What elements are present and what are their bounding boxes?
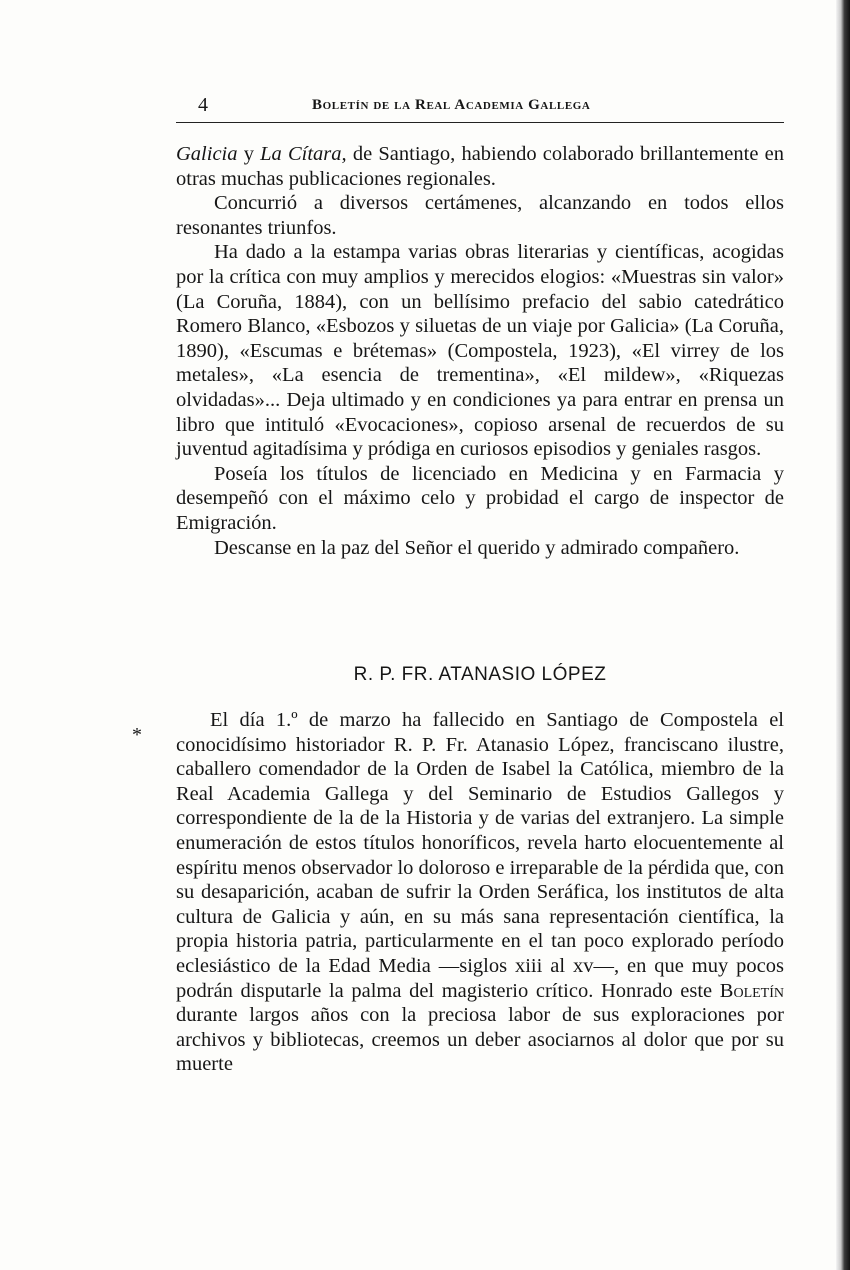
paragraph-text: El día 1.º de marzo ha fallecido en Santiago de Compostela el conocidísimo historiador R. P. Fr. Atanasio López, franciscano ilustre, caballero comendador de la Orden de Isabel la Católica, miembro de la Real Academia Gallega y del Seminario de Estudios Gallegos y correspondiente de la de la Historia y de varias del extranjero. La simple enumeración de estos títulos honoríficos, revela harto elocuentemente al espíritu menos observador lo doloroso e irreparable de la pérdida que, con su desaparición, acaban de sufrir la Orden Seráfica, los institutos de alta cultura de Galicia y aún, en su más sana representación científica, la propia historia patria, particularmente en el tan poco explorado período eclesiástico de la Edad Media —siglos xiii al xv—, en que muy pocos podrán disputarle la palma del magisterio crítico. Honrado este [176,709,784,1002]
paragraph-contests: Concurrió a diversos certámenes, alcanzando en todos ellos resonantes triunfos. [176,192,784,239]
obituary-atanasio-lopez [176,708,784,1077]
conjunction: y [237,143,261,165]
boletin-word: Boletín [719,979,784,1002]
publication-title: Galicia [176,143,238,165]
page-edge-shadow [836,0,850,1270]
section-title: R. P. FR. ATANASIO LÓPEZ [353,664,607,685]
paragraph-obituary [176,708,784,1077]
paragraph-text: de Santiago, habiendo colaborado brillantemente en otras muchas publicaciones regionales. [176,143,784,190]
paragraph-works: Ha dado a la estampa varias obras literarias y científicas, acogidas por la crítica con muy amplios y merecidos elogios: «Muestras sin valor» (La Coruña, 1884), con un bellísimo prefacio del sabio catedrático Romero Blanco, «Esbozos y siluetas de un viaje por Galicia» (La Coruña, 1890), «Escumas e brétemas» (Compostela, 1923), «El virrey de los metales», «La esencia de trementina», «El mildew», «Riquezas olvidadas»... Deja ultimado y en condiciones ya para entrar en prensa un libro que intituló «Evocaciones», copioso arsenal de recuerdos de su juventud agitadísima y pródiga en curiosos episodios y geniales rasgos. [176,241,784,461]
margin-mark: * [132,724,142,746]
paragraph-farewell: Descanse en la paz del Señor el querido y admirado compañero. [214,536,740,559]
page-number: 4 [198,94,208,116]
paragraph-text: durante largos años con la preciosa labor de sus exploraciones por archivos y bibliotecas, creemos un deber asociarnos al dolor que por su muerte [176,1004,784,1076]
running-header [176,94,784,123]
publication-title: La Cítara, [260,143,347,165]
running-title: Boletín de la Real Academia Gallega [312,97,591,113]
obituary-continuation [176,142,784,560]
paragraph-publications [176,142,784,191]
paragraph-titles: Poseía los títulos de licenciado en Medicina y en Farmacia y desempeñó con el máximo celo y probidad el cargo de inspector de Emigración. [176,462,784,534]
